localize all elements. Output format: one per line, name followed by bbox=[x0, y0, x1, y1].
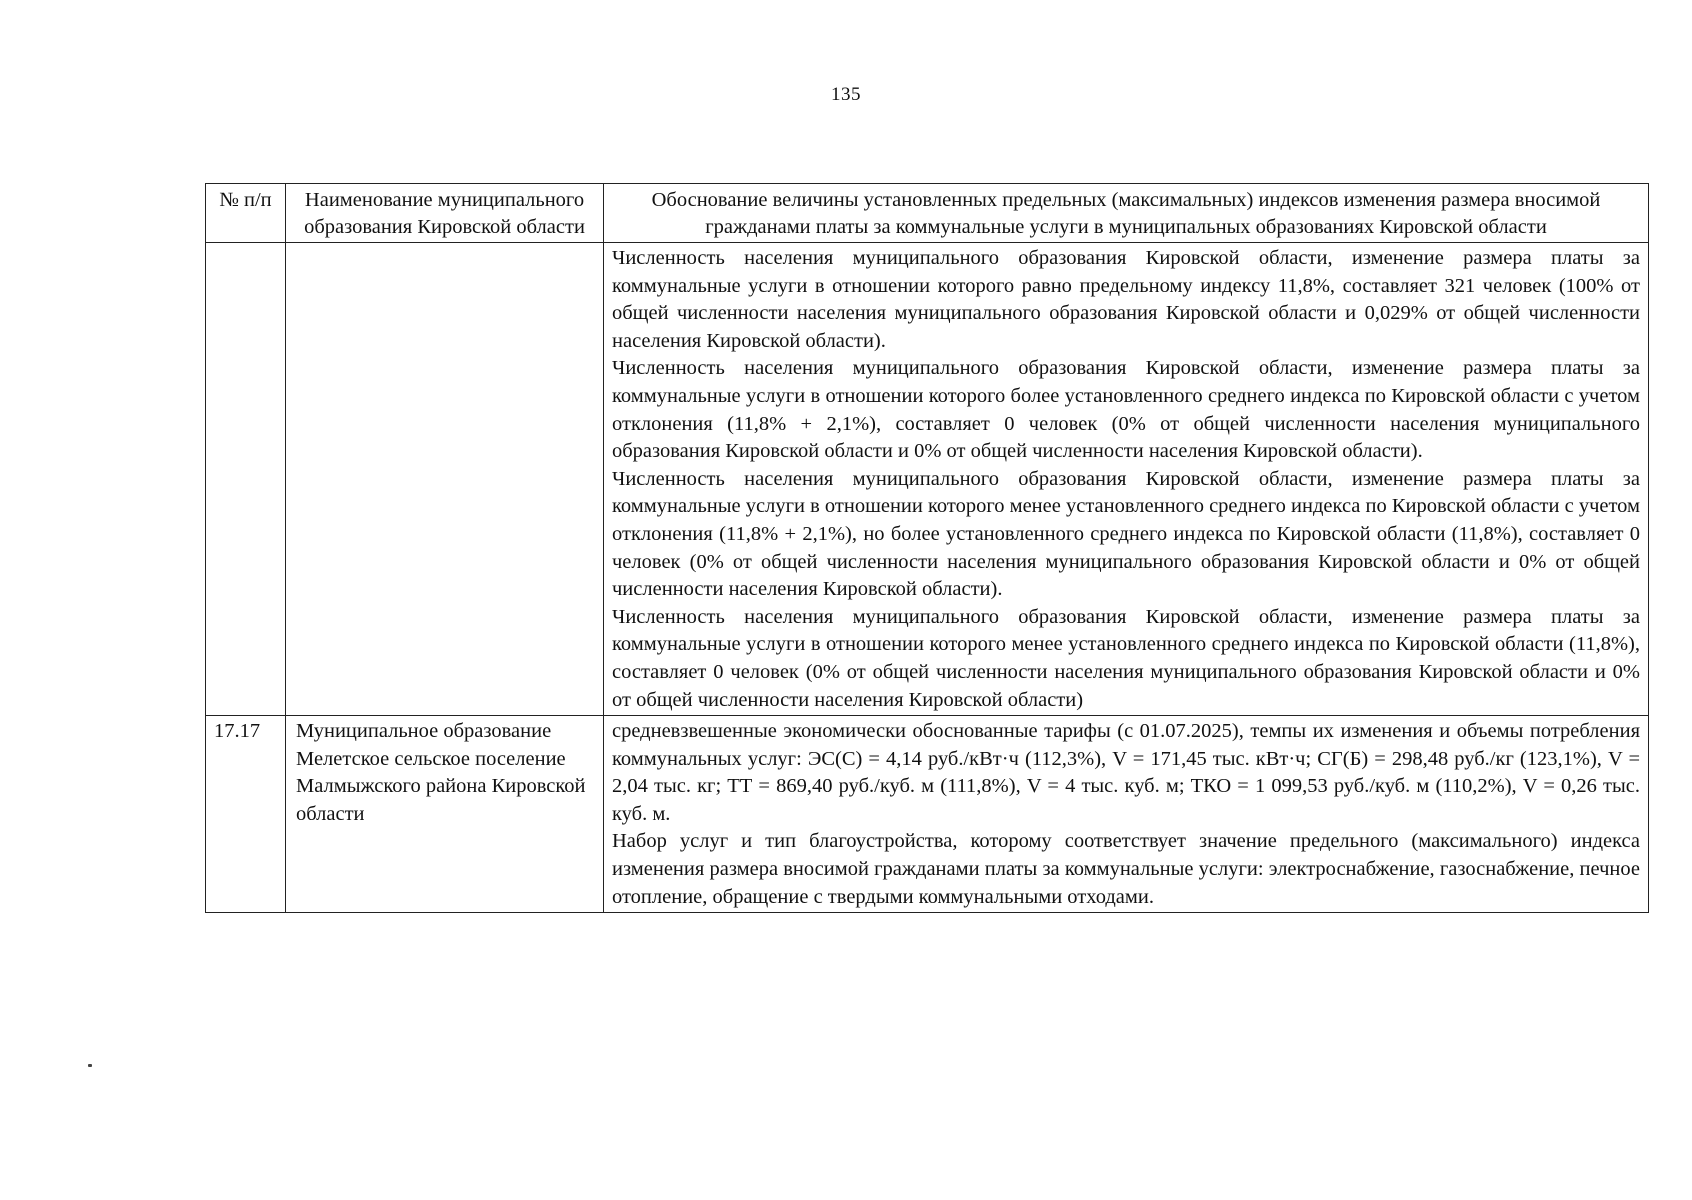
justification-paragraph: Численность населения муниципального образования Кировской области, изменение размера платы за коммунальные услуги в отношении которого менее установленного среднего индекса по Кировской области (11,8%), составляет 0 человек (0% от общей численности населения муниципального образования Кировской области и 0% от общей численности населения Кировской области) bbox=[612, 605, 1640, 711]
justification-paragraph: Численность населения муниципального образования Кировской области, изменение размера платы за коммунальные услуги в отношении которого равно предельному индексу 11,8%, составляет 321 человек (100% от общей численности населения муниципального образования Кировской области и 0,029% от общей численности населения Кировской области). bbox=[612, 247, 1640, 352]
page-number: 135 bbox=[831, 84, 861, 105]
header-num: № п/п bbox=[206, 184, 286, 243]
justification-paragraph: Набор услуг и тип благоустройства, которому соответствует значение предельного (максимального) индекса изменения размера вносимой гражданами платы за коммунальные услуги: электроснабжение, газоснабжение, печное отопление, обращение с твердыми коммунальными отходами. bbox=[612, 830, 1640, 908]
justification-paragraph: средневзвешенные экономически обоснованные тарифы (с 01.07.2025), темпы их изменения и объемы потребления коммунальных услуг: ЭС(С) = 4,14 руб./кВт·ч (112,3%), V = 171,45 тыс. кВт·ч; СГ(Б) = 298,48 руб./кг (123,1%), V = 2,04 тыс. кг; ТТ = 869,40 руб./куб. м (111,8%), V = 4 тыс. куб. м; ТКО = 1 099,53 руб./куб. м (110,2%), V = 0,26 тыс. куб. м. bbox=[612, 720, 1640, 825]
justification-table bbox=[205, 183, 1649, 913]
justification-cell bbox=[604, 716, 1649, 913]
table-row bbox=[206, 243, 1649, 716]
header-justification: Обоснование величины установленных предельных (максимальных) индексов изменения размера вносимой гражданами платы за коммунальные услуги в муниципальных образованиях Кировской области bbox=[604, 184, 1649, 243]
scan-speck bbox=[88, 1064, 92, 1067]
justification-paragraph: Численность населения муниципального образования Кировской области, изменение размера платы за коммунальные услуги в отношении которого более установленного среднего индекса по Кировской области с учетом отклонения (11,8% + 2,1%), составляет 0 человек (0% от общей численности населения муниципального образования Кировской области и 0% от общей численности населения Кировской области). bbox=[612, 357, 1640, 463]
row-number: 17.17 bbox=[206, 716, 286, 913]
table-header-row bbox=[206, 184, 1649, 243]
municipality-name: Муниципальное образование Мелетское сельское поселение Малмыжского района Кировской области bbox=[286, 716, 604, 913]
table-row bbox=[206, 716, 1649, 913]
header-name: Наименование муниципального образования Кировской области bbox=[286, 184, 604, 243]
justification-paragraph: Численность населения муниципального образования Кировской области, изменение размера платы за коммунальные услуги в отношении которого менее установленного среднего индекса по Кировской области с учетом отклонения (11,8% + 2,1%), но более установленного среднего индекса по Кировской области (11,8%), составляет 0 человек (0% от общей численности населения муниципального образования Кировской области и 0% от общей численности населения Кировской области). bbox=[612, 467, 1640, 601]
row-number bbox=[206, 243, 286, 716]
municipality-name bbox=[286, 243, 604, 716]
justification-cell bbox=[604, 243, 1649, 716]
